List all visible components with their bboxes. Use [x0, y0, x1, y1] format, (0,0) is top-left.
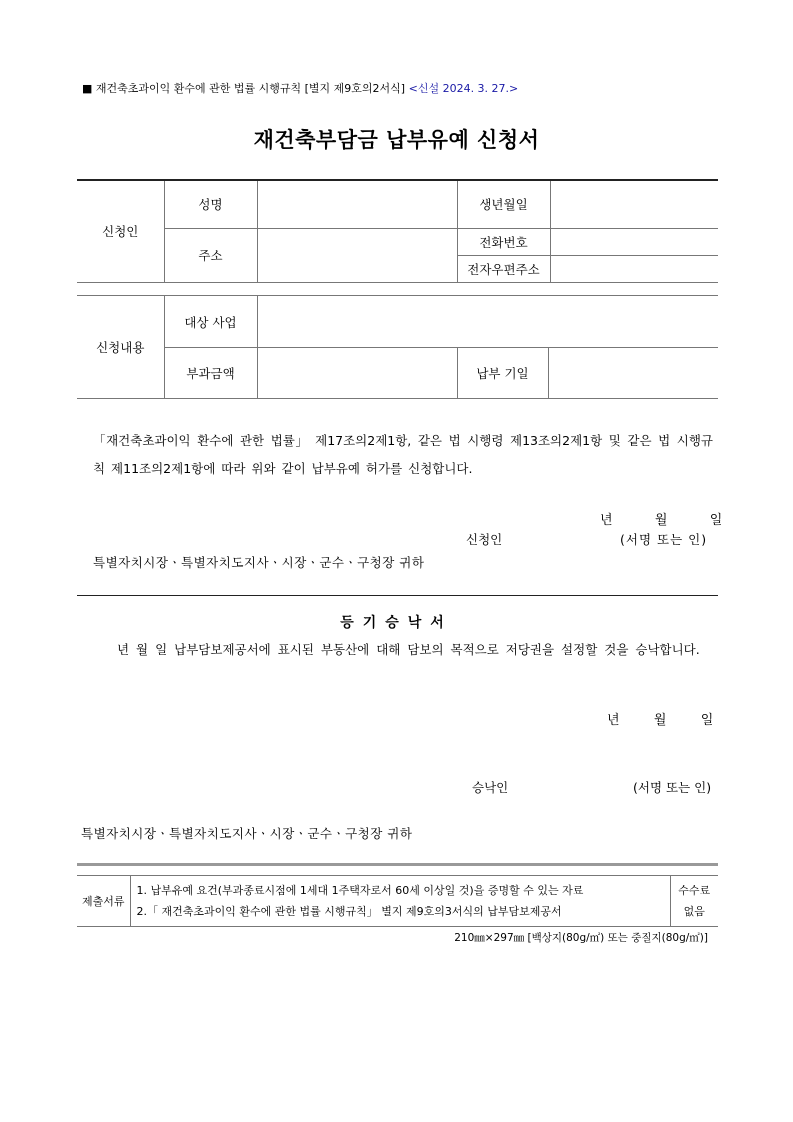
documents-table [77, 875, 718, 927]
email-label: 전자우편주소 [457, 255, 550, 282]
form-basis: ■ 재건축초과이익 환수에 관한 법률 시행규칙 [별지 제9호의2서식] [82, 82, 406, 95]
documents-label: 제출서류 [77, 876, 130, 927]
divider [77, 863, 718, 866]
applicant-section-label: 신청인 [77, 180, 164, 282]
approver-signature-field[interactable]: (서명 또는 인) [633, 780, 712, 795]
application-date [600, 509, 722, 528]
application-statement: 「재건축초과이익 환수에 관한 법률」 제17조의2제1항, 같은 법 시행령 제13조의2제1항 및 같은 법 시행규칙 제11조의2제1항에 따라 위와 같이 납부유예 허가를 신청합니다. [93, 433, 713, 476]
phone-label: 전화번호 [457, 228, 550, 255]
divider [77, 282, 718, 283]
project-label: 대상 사업 [164, 296, 257, 348]
birth-field[interactable] [550, 180, 718, 228]
month-label: 월 [654, 513, 668, 528]
name-label: 성명 [164, 180, 257, 228]
divider [77, 595, 718, 596]
revision-note: <신설 2024. 3. 27.> [408, 82, 519, 95]
addressee: 특별자치시장ㆍ특별자치도지사ㆍ시장ㆍ군수ㆍ구청장 귀하 [93, 555, 425, 570]
year-label: 년 [607, 713, 620, 728]
page-title: 재건축부담금 납부유예 신청서 [253, 128, 540, 152]
month-label: 월 [653, 713, 667, 728]
amount-label: 부과금액 [164, 348, 257, 399]
consent-title: 등기승낙서 [340, 615, 453, 631]
consent-statement: 년 월 일 납부담보제공서에 표시된 부동산에 대해 담보의 목적으로 저당권을 설정할 것을 승낙합니다. [117, 642, 700, 657]
documents-list [130, 876, 670, 927]
birth-label: 생년월일 [457, 180, 550, 228]
day-label: 일 [700, 713, 714, 728]
consent-addressee: 특별자치시장ㆍ특별자치도지사ㆍ시장ㆍ군수ㆍ구청장 귀하 [81, 826, 413, 841]
list-item: 2.「 재건축초과이익 환수에 관한 법률 시행규칙」 별지 제9호의3서식의 납부담보제공서 [136, 905, 562, 918]
amount-field[interactable] [257, 348, 457, 399]
address-label: 주소 [164, 228, 257, 282]
approver-label: 승낙인 [472, 780, 509, 795]
address-field[interactable] [257, 228, 457, 282]
applicant-table [77, 179, 718, 283]
due-date-label: 납부 기일 [457, 348, 548, 399]
year-label: 년 [600, 513, 613, 528]
due-date-field[interactable] [548, 348, 718, 399]
fee-value: 없음 [683, 905, 705, 918]
phone-field[interactable] [550, 228, 718, 255]
project-field[interactable] [257, 296, 718, 348]
paper-spec: 210㎜×297㎜ [백상지(80g/㎡) 또는 중질지(80g/㎡)] [454, 932, 708, 944]
email-field[interactable] [550, 255, 718, 282]
list-item: 1. 납부유예 요건(부과종료시점에 1세대 1주택자로서 60세 이상일 것)을 증명할 수 있는 자료 [136, 884, 584, 897]
fee-label: 수수료 [678, 884, 711, 897]
applicant-signature-field[interactable]: (서명 또는 인) [620, 532, 708, 547]
consent-date [607, 709, 713, 728]
request-table [77, 295, 718, 399]
applicant-sign-label: 신청인 [466, 532, 503, 547]
name-field[interactable] [257, 180, 457, 228]
fee-cell [670, 876, 718, 927]
request-section-label: 신청내용 [77, 296, 164, 399]
day-label: 일 [709, 513, 723, 528]
form-basis-header [82, 80, 518, 96]
